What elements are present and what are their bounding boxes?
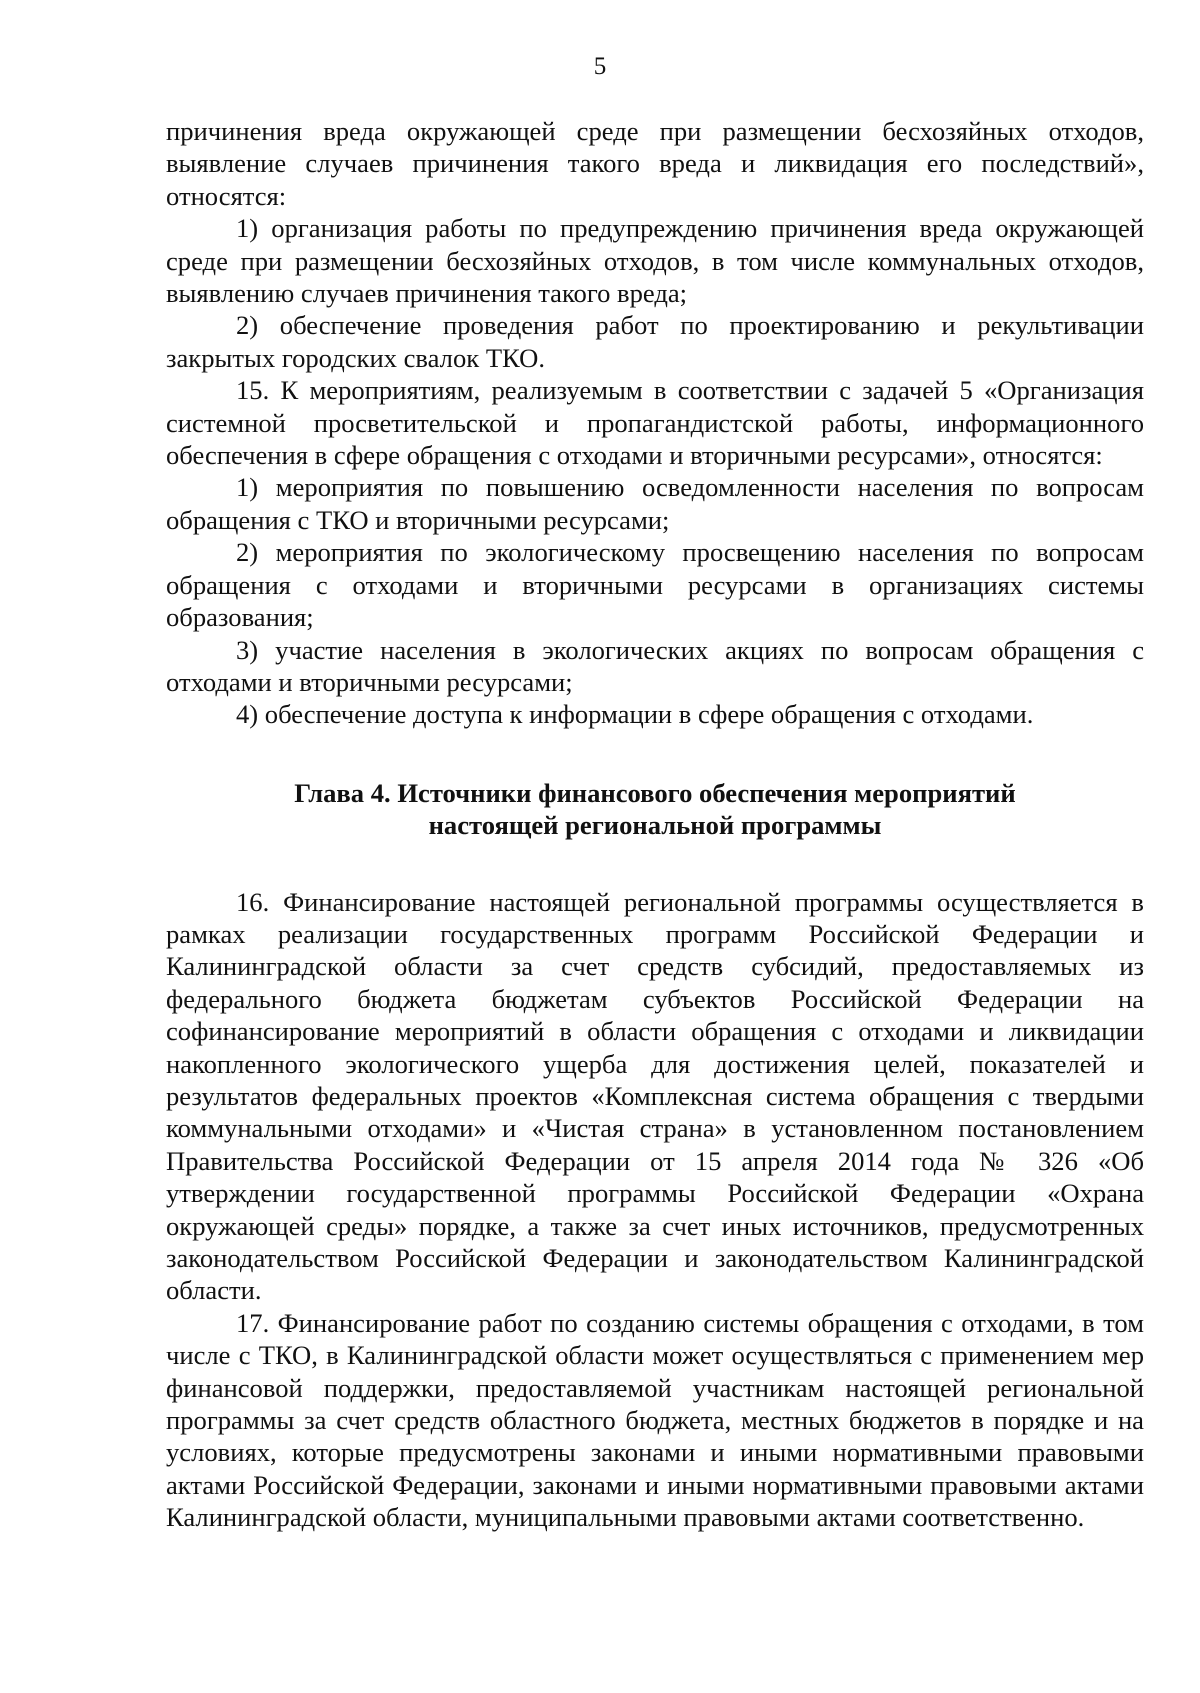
paragraph: причинения вреда окружающей среде при размещении бесхозяйных отходов, выявление случаев причинения такого вреда и ликвидация его последствий», относятся:	[166, 116, 1144, 211]
list-item: 4) обеспечение доступа к информации в сфере обращения с отходами.	[236, 699, 1034, 730]
page-number: 5	[593, 53, 607, 80]
paragraph: 15. К мероприятиям, реализуемым в соответствии с задачей 5 «Организация системной просветительской и пропагандистской работы, информационного обеспечения в сфере обращения с отходами и вторичными ресурсами», относятся:	[166, 375, 1144, 471]
section-after-heading	[166, 886, 1144, 1534]
list-item: 1) мероприятия по повышению осведомленности населения по вопросам обращения с ТКО и вторичными ресурсами;	[166, 472, 1144, 535]
chapter-heading-line: Глава 4. Источники финансового обеспечения мероприятий	[294, 777, 1016, 808]
list-item: 2) мероприятия по экологическому просвещению населения по вопросам обращения с отходами и вторичными ресурсами в организациях системы образования;	[166, 537, 1144, 633]
chapter-heading-line: настоящей региональной программы	[428, 810, 882, 841]
list-item: 3) участие населения в экологических акциях по вопросам обращения с отходами и вторичными ресурсами;	[166, 634, 1144, 697]
document-body	[166, 115, 1144, 1534]
paragraph: 17. Финансирование работ по созданию системы обращения с отходами, в том числе с ТКО, в Калининградской области может осуществляться с применением мер финансовой поддержки, предоставляемой участникам настоящей региональной программы за счет средств областного бюджета, местных бюджетов в порядке и на условиях, которые предусмотрены законами и иными нормативными правовыми актами Российской Федерации, законами и иными нормативными правовыми актами Калининградской области, муниципальными правовыми актами соответственно.	[166, 1307, 1144, 1533]
list-item: 1) организация работы по предупреждению причинения вреда окружающей среде при размещении бесхозяйных отходов, в том числе коммунальных отходов, выявлению случаев причинения такого вреда;	[166, 213, 1144, 309]
paragraph: 16. Финансирование настоящей региональной программы осуществляется в рамках реализации государственных программ Российской Федерации и Калининградской области за счет средств субсидий, предоставляемых из федерального бюджета бюджетам субъектов Российской Федерации на софинансирование мероприятий в области обращения с отходами и ликвидации накопленного экологического ущерба для достижения целей, показателей и результатов федеральных проектов «Комплексная система обращения с твердыми коммунальными отходами» и «Чистая страна» в установленном постановлением Правительства Российской Федерации от 15 апреля 2014 года № 326 «Об утверждении государственной программы Российской Федерации «Охрана окружающей среды» порядке, а также за счет иных источников, предусмотренных законодательством Российской Федерации и законодательством Калининградской области.	[166, 886, 1144, 1306]
chapter-heading	[166, 777, 1144, 842]
section-before-heading	[166, 115, 1144, 731]
list-item: 2) обеспечение проведения работ по проектированию и рекультивации закрытых городских свалок ТКО.	[166, 310, 1144, 373]
